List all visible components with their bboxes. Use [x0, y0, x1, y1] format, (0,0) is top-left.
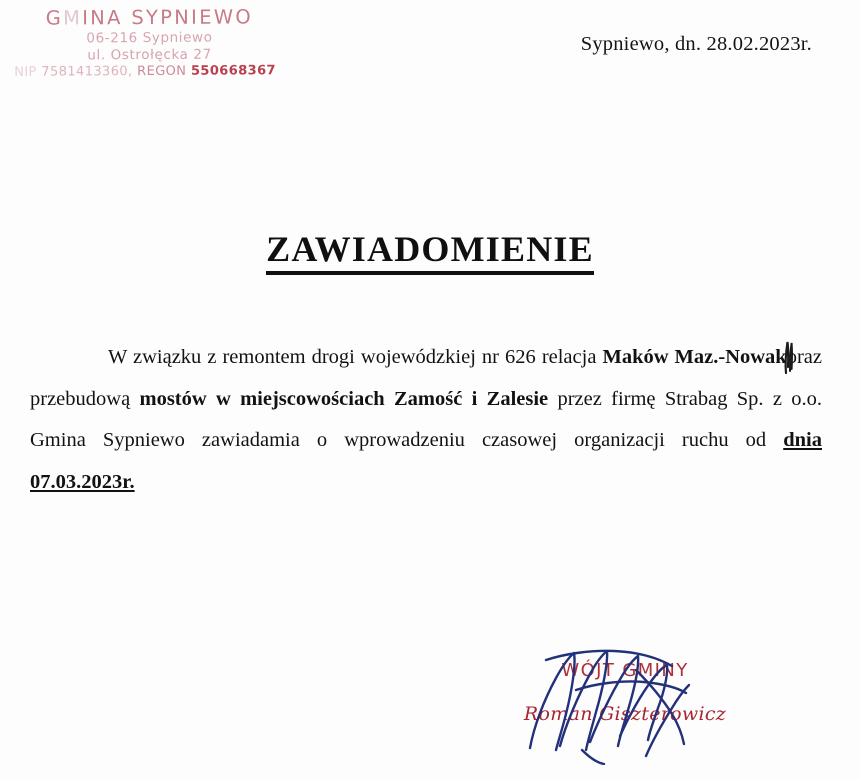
signature-name: Roman Giszterowicz	[523, 703, 727, 725]
body-effective-date: dnia 07.03.2023r.	[30, 429, 822, 493]
document-body	[30, 337, 822, 503]
office-stamp	[12, 7, 287, 79]
page-title-text: ZAWIADOMIENIE	[266, 228, 594, 275]
office-stamp-postal-city: 06-216 Sypniewo	[86, 30, 213, 47]
office-stamp-name-prefix: G	[45, 6, 64, 30]
signature-area	[500, 640, 750, 770]
office-stamp-regon-number: 550668367	[190, 63, 277, 79]
office-stamp-name-suffix: INA SYPNIEWO	[82, 5, 254, 30]
page-title	[0, 228, 860, 275]
office-stamp-street: ul. Ostrołęcka 27	[87, 46, 212, 64]
body-segment-5: przez firmę Strabag Sp. z o.o. Gmina Sypniewo zawiadamia o wprowadzeniu czasowej organizacji ruchu od	[30, 387, 822, 451]
signature-stamp	[500, 640, 750, 725]
body-segment-1: W związku z remontem drogi wojewódzkiej nr 626 relacja	[108, 346, 603, 368]
office-stamp-regon-label: REGON	[137, 63, 187, 79]
office-stamp-nip-label: NIP	[14, 64, 37, 80]
place-and-date-line: Sypniewo, dn. 28.02.2023r.	[580, 33, 812, 55]
office-stamp-name	[12, 7, 287, 29]
office-stamp-ids	[12, 64, 287, 79]
signature-role: WÓJT GMINY	[561, 660, 689, 681]
body-bridges-locations: mostów w miejscowościach Zamość i Zalesie	[139, 387, 549, 410]
office-stamp-name-faded-letter: M	[63, 6, 83, 30]
body-highway-relation: Maków Maz.-Nowak	[602, 346, 787, 368]
office-stamp-nip-number: 7581413360,	[41, 63, 133, 80]
body-segment-3: oraz przebudową	[30, 346, 822, 410]
